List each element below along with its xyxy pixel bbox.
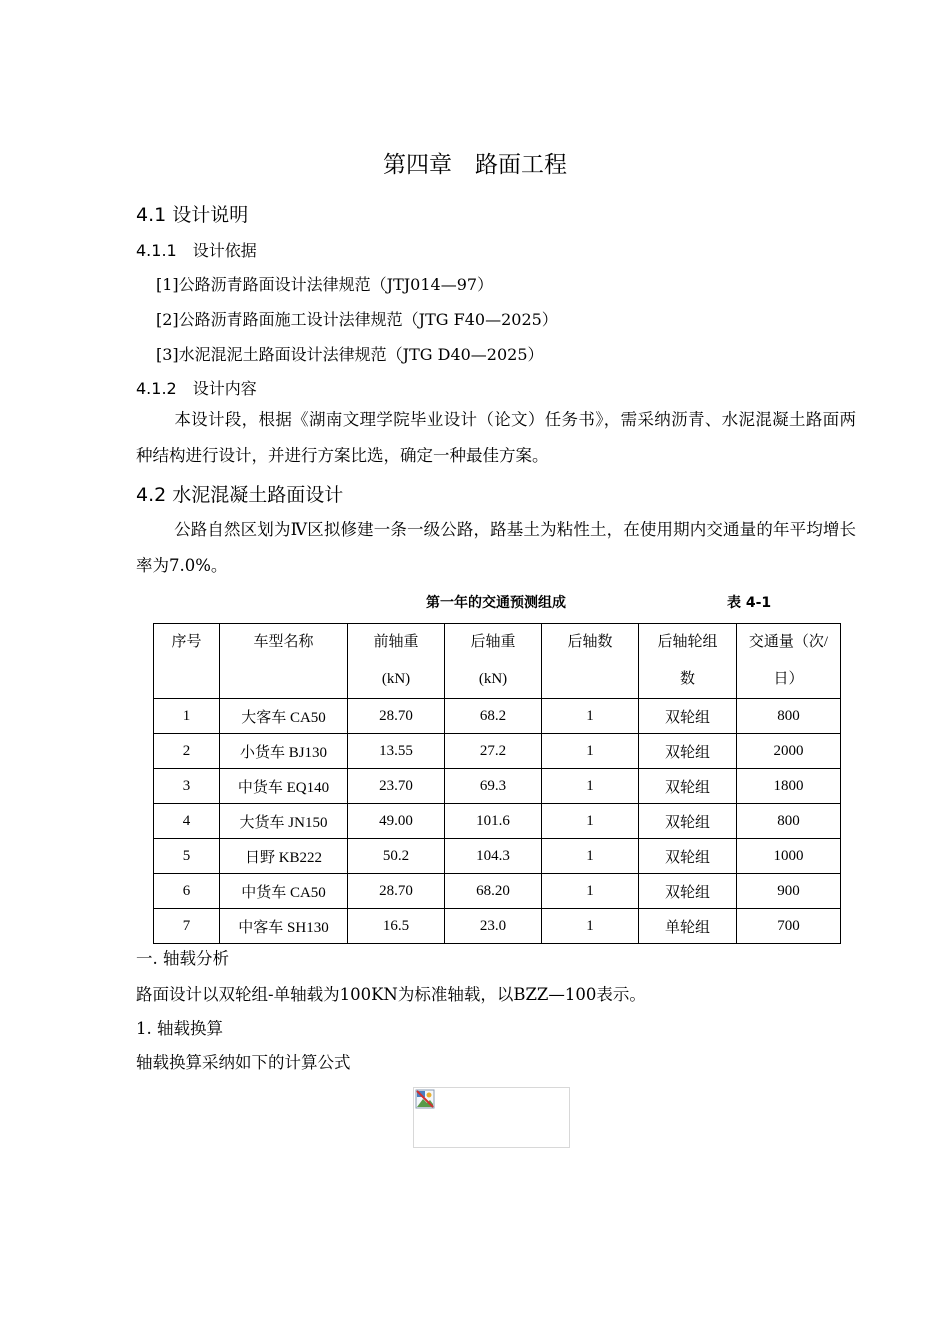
header-text: (kN) [381, 671, 411, 687]
table-cell: 1 [542, 874, 639, 909]
section-heading-4-1-1: 4.1.1 设计依据 [136, 241, 257, 260]
table-cell: 双轮组 [639, 769, 737, 804]
table-row [154, 769, 841, 804]
table-cell: 7 [154, 909, 220, 944]
table-cell: 大货车 JN150 [220, 804, 348, 839]
header-text: 车型名称 [253, 634, 314, 650]
table-cell: 1 [542, 734, 639, 769]
table-cell: 3 [154, 769, 220, 804]
reference-item: [1]公路沥青路面设计法律规范（JTJ014—97） [156, 275, 494, 294]
table-cell: 1 [542, 909, 639, 944]
table-row [154, 804, 841, 839]
table-header-cell [220, 624, 348, 699]
header-text: 序号 [171, 634, 202, 650]
table-header-cell [542, 624, 639, 699]
table-row [154, 909, 841, 944]
table-cell: 6 [154, 874, 220, 909]
table-cell: 中客车 SH130 [220, 909, 348, 944]
header-text: 后轴数 [567, 634, 613, 650]
table-header-cell [737, 624, 841, 699]
table-row [154, 839, 841, 874]
table-header-cell [639, 624, 737, 699]
traffic-table [153, 623, 841, 944]
table-cell: 1800 [737, 769, 841, 804]
section-heading-4-2: 4.2 水泥混凝土路面设计 [136, 484, 344, 506]
paragraph-text: 公路自然区划为Ⅳ区拟修建一条一级公路，路基土为粘性土，在使用期内交通量的年平均增长率为7.0%。 [136, 520, 856, 575]
broken-image-icon [415, 1089, 435, 1109]
table-cell: 1 [542, 699, 639, 734]
table-header-cell [154, 624, 220, 699]
axle-conversion-title: 1. 轴载换算 [136, 1019, 223, 1038]
paragraph-design-content [136, 402, 856, 474]
table-cell: 1 [154, 699, 220, 734]
table-cell: 双轮组 [639, 874, 737, 909]
table-cell: 大客车 CA50 [220, 699, 348, 734]
table-cell: 800 [737, 699, 841, 734]
paragraph-text: 本设计段，根据《湖南文理学院毕业设计（论文）任务书》，需采纳沥青、水泥混凝土路面两种结构进行设计，并进行方案比选，确定一种最佳方案。 [136, 410, 856, 465]
chapter-title: 第四章 路面工程 [383, 152, 567, 178]
axle-conversion-text: 轴载换算采纳如下的计算公式 [136, 1053, 351, 1072]
axle-analysis-title: 一. 轴载分析 [136, 949, 229, 968]
section-heading-4-1: 4.1 设计说明 [136, 204, 249, 226]
table-cell: 13.55 [348, 734, 445, 769]
table-cell: 小货车 BJ130 [220, 734, 348, 769]
reference-item: [2]公路沥青路面施工设计法律规范（JTG F40—2025） [156, 310, 558, 329]
table-cell: 1 [542, 804, 639, 839]
table-cell: 69.3 [445, 769, 542, 804]
table-cell: 1000 [737, 839, 841, 874]
table-cell: 104.3 [445, 839, 542, 874]
table-cell: 1 [542, 839, 639, 874]
paragraph-traffic [136, 512, 856, 584]
table-cell: 50.2 [348, 839, 445, 874]
table-row [154, 874, 841, 909]
header-text: (kN) [478, 671, 508, 687]
table-cell: 2000 [737, 734, 841, 769]
table-cell: 49.00 [348, 804, 445, 839]
table-row [154, 699, 841, 734]
header-text: 后轴轮组 [657, 634, 718, 650]
table-cell: 1 [542, 769, 639, 804]
table-row [154, 734, 841, 769]
header-text: 后轴重 [470, 634, 516, 650]
table-cell: 27.2 [445, 734, 542, 769]
header-text: 日） [773, 671, 804, 687]
header-text: 数 [679, 671, 695, 687]
table-cell: 双轮组 [639, 804, 737, 839]
table-cell: 23.70 [348, 769, 445, 804]
table-cell: 中货车 CA50 [220, 874, 348, 909]
table-caption: 第一年的交通预测组成 [426, 595, 566, 611]
table-cell: 双轮组 [639, 839, 737, 874]
formula-image-placeholder [413, 1087, 570, 1148]
table-cell: 中货车 EQ140 [220, 769, 348, 804]
axle-standard-text: 路面设计以双轮组-单轴载为100KN为标准轴载，以BZZ—100表示。 [136, 985, 646, 1004]
table-cell: 4 [154, 804, 220, 839]
table-cell: 单轮组 [639, 909, 737, 944]
table-cell: 28.70 [348, 699, 445, 734]
table-cell: 800 [737, 804, 841, 839]
table-cell: 23.0 [445, 909, 542, 944]
table-cell: 双轮组 [639, 699, 737, 734]
section-heading-4-1-2: 4.1.2 设计内容 [136, 379, 257, 398]
table-cell: 900 [737, 874, 841, 909]
table-cell: 日野 KB222 [220, 839, 348, 874]
table-cell: 700 [737, 909, 841, 944]
table-header-cell [348, 624, 445, 699]
table-header-row [154, 624, 841, 699]
table-cell: 双轮组 [639, 734, 737, 769]
table-number: 表 4-1 [727, 595, 772, 611]
header-text: 前轴重 [373, 634, 419, 650]
table-header-cell [445, 624, 542, 699]
header-text: 交通量（次/ [748, 634, 829, 650]
table-cell: 68.20 [445, 874, 542, 909]
table-cell: 101.6 [445, 804, 542, 839]
table-cell: 16.5 [348, 909, 445, 944]
table-cell: 68.2 [445, 699, 542, 734]
reference-item: [3]水泥混泥土路面设计法律规范（JTG D40—2025） [156, 345, 544, 364]
table-cell: 2 [154, 734, 220, 769]
table-cell: 5 [154, 839, 220, 874]
table-cell: 28.70 [348, 874, 445, 909]
